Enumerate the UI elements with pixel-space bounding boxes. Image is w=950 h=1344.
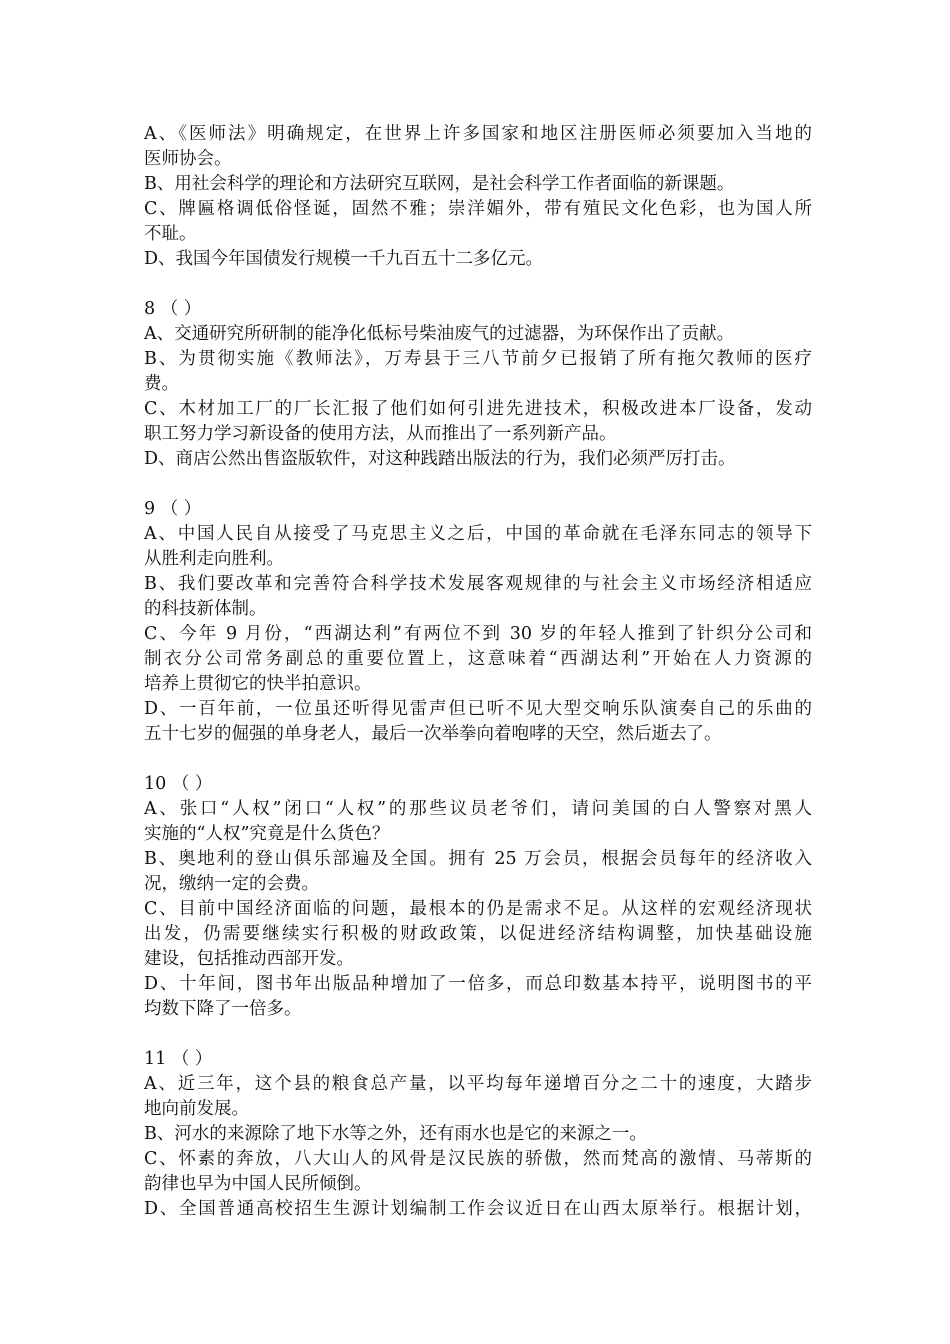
- blank-line: [144, 747, 812, 772]
- text-line: 均数下降了一倍多。: [144, 999, 302, 1019]
- text-line: B、用社会科学的理论和方法研究互联网，是社会科学工作者面临的新课题。: [144, 174, 735, 194]
- text-line: 9 （ ）: [144, 499, 202, 519]
- text-line: 五十七岁的倔强的单身老人，最后一次举拳向着咆哮的天空，然后逝去了。: [144, 724, 722, 744]
- text-line: 医师协会。: [144, 149, 232, 169]
- text-line: A、中国人民自从接受了马克思主义之后，中国的革命就在毛泽东同志的领导下: [144, 524, 812, 544]
- text-line: C、怀素的奔放，八大山人的风骨是汉民族的骄傲，然而梵高的激情、马蒂斯的: [144, 1149, 812, 1169]
- text-line: 建设，包括推动西部开发。: [144, 949, 354, 969]
- text-line: 不耻。: [144, 224, 197, 244]
- text-line: B、奥地利的登山俱乐部遍及全国。拥有 25 万会员，根据会员每年的经济收入: [144, 849, 812, 869]
- text-line: 职工努力学习新设备的使用方法，从而推出了一系列新产品。: [144, 424, 617, 444]
- text-line: 从胜利走向胜利。: [144, 549, 284, 569]
- text-line: 的科技新体制。: [144, 599, 267, 619]
- text-line: 实施的“人权”究竟是什么货色？: [144, 824, 390, 844]
- text-line: D、我国今年国债发行规模一千九百五十二多亿元。: [144, 249, 544, 269]
- text-line: A、近三年，这个县的粮食总产量，以平均每年递增百分之二十的速度，大踏步: [144, 1074, 812, 1094]
- text-line: 培养上贯彻它的快半拍意识。: [144, 674, 372, 694]
- text-line: B、我们要改革和完善符合科学技术发展客观规律的与社会主义市场经济相适应: [144, 574, 812, 594]
- text-line: A、交通研究所研制的能净化低标号柴油废气的过滤器，为环保作出了贡献。: [144, 324, 735, 344]
- text-line: 出发，仍需要继续实行积极的财政政策，以促进经济结构调整，加快基础设施: [144, 924, 812, 944]
- text-line: 8 （ ）: [144, 299, 202, 319]
- text-line: 10 （ ）: [144, 774, 213, 794]
- blank-line: [144, 1022, 812, 1047]
- text-line: 况，缴纳一定的会费。: [144, 874, 319, 894]
- text-line: C、目前中国经济面临的问题，最根本的仍是需求不足。从这样的宏观经济现状: [144, 899, 812, 919]
- text-line: 11 （ ）: [144, 1049, 213, 1069]
- text-line: 费。: [144, 374, 179, 394]
- text-line: C、木材加工厂的厂长汇报了他们如何引进先进技术，积极改进本厂设备，发动: [144, 399, 812, 419]
- text-line: D、一百年前，一位虽还听得见雷声但已听不见大型交响乐队演奏自己的乐曲的: [144, 699, 812, 719]
- blank-line: [144, 472, 812, 497]
- text-line: C、今年 9 月份，“西湖达利”有两位不到 30 岁的年轻人推到了针织分公司和: [144, 624, 812, 644]
- text-line: 韵律也早为中国人民所倾倒。: [144, 1174, 372, 1194]
- text-line: B、河水的来源除了地下水等之外，还有雨水也是它的来源之一。: [144, 1124, 647, 1144]
- text-line: A、张口“人权”闭口“人权”的那些议员老爷们，请问美国的白人警察对黑人: [144, 799, 812, 819]
- text-line: D、全国普通高校招生生源计划编制工作会议近日在山西太原举行。根据计划，: [144, 1199, 812, 1219]
- blank-line: [144, 272, 812, 297]
- document-page: [144, 122, 812, 1222]
- text-line: B、为贯彻实施《教师法》，万寿县于三八节前夕已报销了所有拖欠教师的医疗: [144, 349, 812, 369]
- text-line: 制衣分公司常务副总的重要位置上，这意味着“西湖达利”开始在人力资源的: [144, 649, 812, 669]
- text-line: 地向前发展。: [144, 1099, 249, 1119]
- text-line: A、《医师法》明确规定，在世界上许多国家和地区注册医师必须要加入当地的: [144, 124, 812, 144]
- text-line: D、商店公然出售盗版软件，对这种践踏出版法的行为，我们必须严厉打击。: [144, 449, 736, 469]
- text-line: D、十年间，图书年出版品种增加了一倍多，而总印数基本持平，说明图书的平: [144, 974, 812, 994]
- text-line: C、牌匾格调低俗怪诞，固然不雅；崇洋媚外，带有殖民文化色彩，也为国人所: [144, 199, 812, 219]
